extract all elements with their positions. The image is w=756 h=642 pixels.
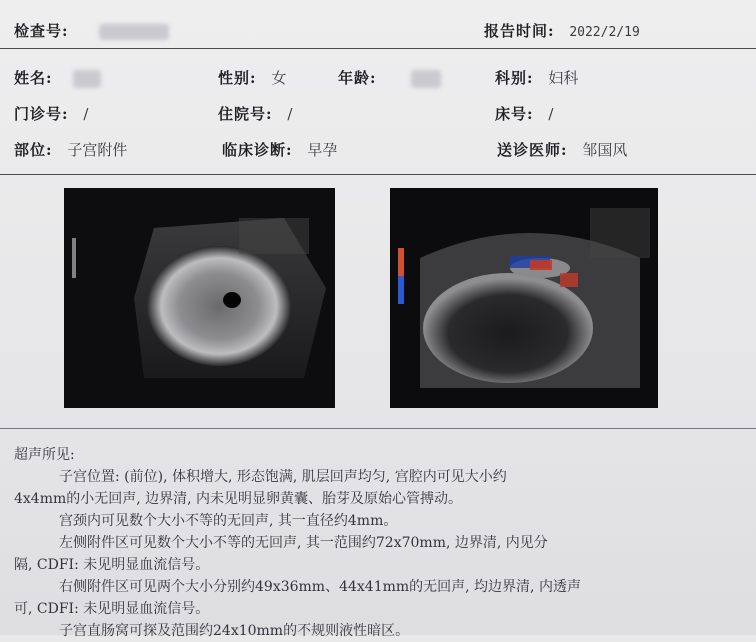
- name-redacted: [73, 70, 101, 88]
- ultrasound-doppler-graphic: [390, 188, 658, 408]
- department-field: [495, 67, 578, 88]
- findings-section: [14, 444, 748, 642]
- site-field: [14, 139, 127, 160]
- department-label: 科别:: [495, 69, 534, 87]
- name-field: [14, 67, 101, 88]
- header-divider: [0, 48, 756, 49]
- age-redacted: [411, 70, 441, 88]
- report-time-value: 2022/2/19: [569, 25, 640, 40]
- findings-line: 可, CDFI: 未见明显血流信号。: [14, 601, 210, 617]
- inpatient-label: 住院号:: [218, 105, 273, 123]
- ultrasound-image-left: [64, 188, 335, 408]
- findings-line: 左侧附件区可见数个大小不等的无回声, 其一范围约72x70mm, 边界清, 内见分: [59, 535, 548, 551]
- report-time-label: 报告时间:: [484, 22, 555, 40]
- findings-line: 右侧附件区可见两个大小分别约49x36mm、44x41mm的无回声, 均边界清, 内透声: [59, 579, 581, 595]
- image-divider: [0, 428, 756, 429]
- ultrasound-image-right: [390, 188, 658, 408]
- site-label: 部位:: [14, 141, 53, 159]
- age-label: 年龄:: [338, 69, 377, 87]
- findings-line: 隔, CDFI: 未见明显血流信号。: [14, 557, 210, 573]
- name-label: 姓名:: [14, 69, 53, 87]
- outpatient-label: 门诊号:: [14, 105, 69, 123]
- findings-line: 宫颈内可见数个大小不等的无回声, 其一直径约4mm。: [59, 513, 398, 529]
- doctor-value: 邹国风: [582, 141, 628, 159]
- exam-no-redacted: [99, 24, 169, 40]
- exam-no-label: 检查号:: [14, 22, 69, 40]
- gender-value: 女: [271, 69, 287, 87]
- age-field: [338, 67, 441, 88]
- outpatient-field: [14, 103, 88, 124]
- report-time-field: [484, 20, 640, 41]
- bed-field: [495, 103, 553, 124]
- findings-line: 子宫位置: (前位), 体积增大, 形态饱满, 肌层回声均匀, 宫腔内可见大小约: [59, 469, 507, 485]
- bed-label: 床号:: [495, 105, 534, 123]
- exam-no-field: [14, 20, 169, 41]
- findings-line: 子宫直肠窝可探及范围约24x10mm的不规则液性暗区。: [59, 623, 410, 639]
- diagnosis-field: [222, 139, 337, 160]
- doctor-field: [497, 139, 627, 160]
- doctor-label: 送诊医师:: [497, 141, 568, 159]
- site-value: 子宫附件: [67, 141, 128, 159]
- ultrasound-grayscale-graphic: [64, 188, 335, 408]
- bed-value: /: [548, 105, 554, 123]
- findings-title: 超声所见:: [14, 447, 75, 463]
- info-divider: [0, 174, 756, 175]
- gender-field: [218, 67, 286, 88]
- diagnosis-label: 临床诊断:: [222, 141, 293, 159]
- findings-line: 4x4mm的小无回声, 边界清, 内未见明显卵黄囊、胎芽及原始心管搏动。: [14, 491, 463, 507]
- inpatient-value: /: [287, 105, 293, 123]
- inpatient-field: [218, 103, 292, 124]
- outpatient-value: /: [83, 105, 89, 123]
- gender-label: 性别:: [218, 69, 257, 87]
- department-value: 妇科: [548, 69, 579, 87]
- diagnosis-value: 早孕: [307, 141, 338, 159]
